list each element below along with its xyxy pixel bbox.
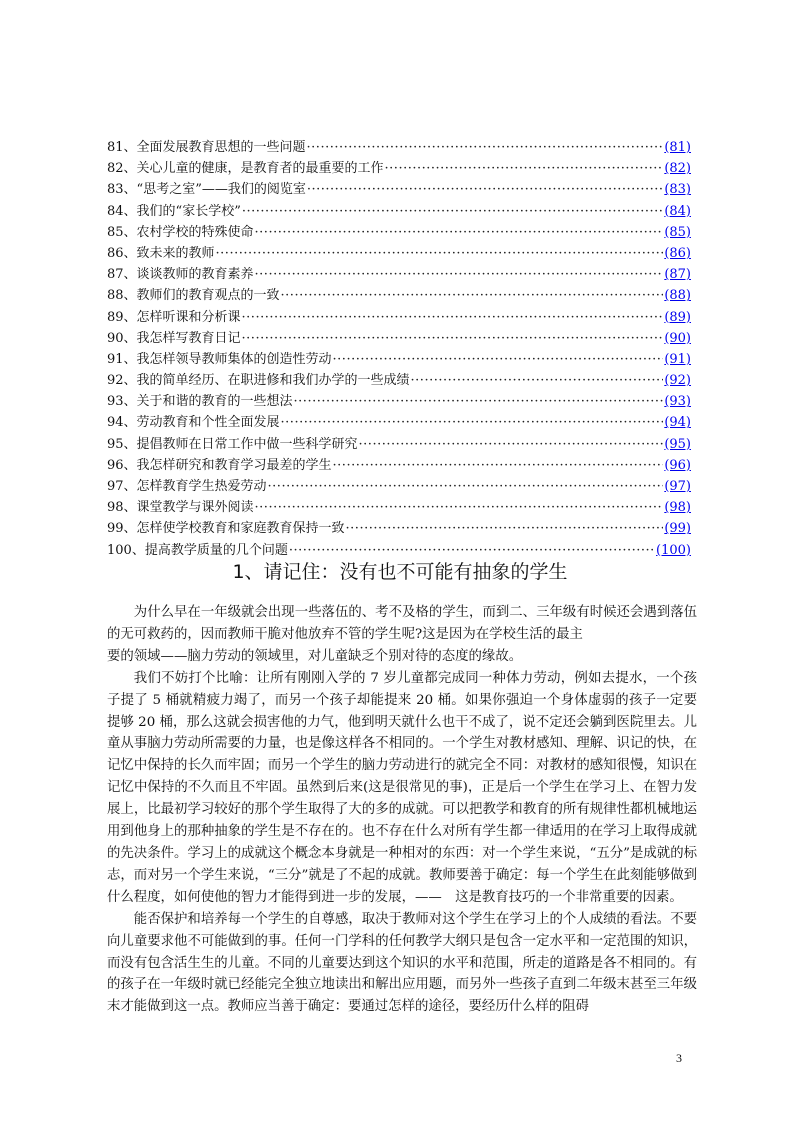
toc-entry xyxy=(107,391,691,412)
toc-entry-title: 95、提倡教师在日常工作中做一些科学研究 xyxy=(107,436,358,452)
toc-entry-title: 94、劳动教育和个性全面发展 xyxy=(107,415,280,431)
toc-leader-dots xyxy=(359,434,664,455)
toc-leader-dots xyxy=(268,476,664,497)
toc-entry xyxy=(107,222,691,243)
toc-entry xyxy=(107,455,691,476)
toc-entry xyxy=(107,158,691,179)
toc-entry xyxy=(107,370,691,391)
toc-entry-title: 82、关心儿童的健康，是教育者的最重要的工作 xyxy=(107,161,384,177)
toc-page-link[interactable]: (100) xyxy=(656,542,691,558)
toc-entry xyxy=(107,412,691,433)
toc-entry xyxy=(107,497,691,518)
toc-leader-dots xyxy=(281,412,664,433)
toc-page-link[interactable]: (97) xyxy=(664,479,691,494)
toc-leader-dots xyxy=(255,222,664,243)
toc-entry-title: 85、农村学校的特殊使命 xyxy=(107,224,254,240)
toc-entry-title: 84、我们的“家长学校” xyxy=(107,203,241,219)
toc-page-link[interactable]: (91) xyxy=(664,351,691,367)
toc-entry-title: 89、怎样听课和分析课 xyxy=(107,309,241,325)
toc-entry-title: 87、谈谈教师的教育素养 xyxy=(107,267,254,283)
toc-entry-title: 92、我的简单经历、在职进修和我们办学的一些成绩 xyxy=(107,373,410,389)
toc-leader-dots xyxy=(307,179,663,200)
toc-entry-title: 99、怎样使学校教育和家庭教育保持一致 xyxy=(107,521,345,537)
toc-entry-title: 97、怎样教育学生热爱劳动 xyxy=(107,479,267,494)
toc-page-link[interactable]: (92) xyxy=(664,373,691,389)
toc-entry xyxy=(107,264,691,285)
toc-page-link[interactable]: (88) xyxy=(664,288,691,304)
toc-leader-dots xyxy=(333,455,664,476)
toc-entry-title: 91、我怎样领导教师集体的创造性劳动 xyxy=(107,351,332,367)
toc-page-link[interactable]: (96) xyxy=(664,457,691,473)
paragraph: 我们不妨打个比喻：让所有刚刚入学的 7 岁儿童都完成同一种体力劳动，例如去提水，一个孩子提了 5 桶就精疲力竭了，而另一个孩子却能提来 20 桶。如果你强迫一个身体虚弱的孩子一定要提够 20 桶，那么这就会损害他的力气，他到明天就什么也干不成了，说不定还会躺到医院里去。儿童从事脑力劳动所需要的力量，也是像这样各不相同的。一个学生对教材感知、理解、识记的快，在记忆中保持的长久而牢固；而另一个学生的脑力劳动进行的就完全不同：对教材的感知很慢，知识在记忆中保持的不久而且不牢固。虽然到后来(这是很常见的事)，正是后一个学生在学习上、在智力发展上，比最初学习较好的那个学生取得了大的多的成就。可以把教学和教育的所有规律性都机械地运用到他身上的那种抽象的学生是不存在的。也不存在什么对所有学生都一律适用的在学习上取得成就的先决条件。学习上的成就这个概念本身就是一种相对的东西：对一个学生来说，“五分”是成就的标志，而对另一个学生来说，“三分”就是了不起的成就。教师要善于确定：每一个学生在此刻能够做到什么程度，如何使他的智力才能得到进一步的发展，—— 这是教育技巧的一个非常重要的因素。 xyxy=(107,670,697,905)
toc-page-link[interactable]: (98) xyxy=(664,500,691,516)
toc-entry xyxy=(107,137,691,158)
page-number: 3 xyxy=(676,1051,682,1065)
toc-entry-title: 90、我怎样写教育日记 xyxy=(107,330,241,346)
toc-entry xyxy=(107,307,691,328)
toc-leader-dots xyxy=(281,285,664,306)
toc-entry-title: 100、提高教学质量的几个问题 xyxy=(107,542,288,558)
toc-leader-dots xyxy=(385,158,664,179)
toc-page-link[interactable]: (81) xyxy=(664,140,691,155)
toc-entry xyxy=(107,243,691,264)
toc-page-link[interactable]: (90) xyxy=(664,330,691,346)
paragraph: 能否保护和培养每一个学生的自尊感，取决于教师对这个学生在学习上的个人成绩的看法。不要向儿童要求他不可能做到的事。任何一门学科的任何教学大纲只是包含一定水平和一定范围的知识，而没有包含活生生的儿童。不同的儿童要达到这个知识的水平和范围，所走的道路是各不相同的。有的孩子在一年级时就已经能完全独立地读出和解出应用题，而另外一些孩子直到二年级末甚至三年级末才能做到这一点。教师应当善于确定：要通过怎样的途径，要经历什么样的阻碍 xyxy=(107,911,697,1015)
toc-leader-dots xyxy=(307,137,664,158)
toc-page-link[interactable]: (82) xyxy=(664,161,691,177)
toc-entry-title: 86、致未来的教师 xyxy=(107,245,215,261)
paragraph: 要的领域——脑力劳动的领域里，对儿童缺乏个别对待的态度的缘故。 xyxy=(107,648,523,664)
toc-page-link[interactable]: (83) xyxy=(664,182,691,198)
toc-entry xyxy=(107,179,691,200)
toc-entry-title: 93、关于和谐的教育的一些想法 xyxy=(107,394,293,410)
toc-leader-dots xyxy=(242,307,664,328)
toc-leader-dots xyxy=(346,518,664,539)
toc-entry xyxy=(107,434,691,455)
toc-entry xyxy=(107,201,691,222)
toc-entry-title: 98、课堂教学与课外阅读 xyxy=(107,500,254,516)
toc-entry xyxy=(107,349,691,370)
toc-page-link[interactable]: (87) xyxy=(664,267,691,283)
toc-leader-dots xyxy=(242,201,663,222)
toc-entry-title: 96、我怎样研究和教育学习最差的学生 xyxy=(107,457,332,473)
toc-leader-dots xyxy=(294,391,664,412)
toc-leader-dots xyxy=(255,497,664,518)
toc-leader-dots xyxy=(411,370,664,391)
toc-page-link[interactable]: (94) xyxy=(664,415,691,431)
toc-leader-dots xyxy=(216,243,664,264)
toc-page-link[interactable]: (99) xyxy=(664,521,691,537)
table-of-contents xyxy=(107,137,691,561)
toc-page-link[interactable]: (84) xyxy=(664,203,691,219)
toc-entry-title: 83、“思考之室”——我们的阅览室 xyxy=(107,182,306,198)
body-text xyxy=(107,602,697,1018)
toc-entry-title: 81、全面发展教育思想的一些问题 xyxy=(107,140,306,155)
toc-page-link[interactable]: (86) xyxy=(664,245,691,261)
toc-page-link[interactable]: (85) xyxy=(664,224,691,240)
toc-leader-dots xyxy=(333,349,664,370)
toc-entry xyxy=(107,518,691,539)
section-heading: 1、请记住：没有也不可能有抽象的学生 xyxy=(232,561,568,583)
toc-entry xyxy=(107,476,691,497)
toc-leader-dots xyxy=(242,328,664,349)
toc-page-link[interactable]: (89) xyxy=(664,309,691,325)
toc-page-link[interactable]: (93) xyxy=(664,394,691,410)
toc-page-link[interactable]: (95) xyxy=(664,436,691,452)
toc-entry-title: 88、教师们的教育观点的一致 xyxy=(107,288,280,304)
toc-leader-dots xyxy=(255,264,664,285)
toc-entry xyxy=(107,328,691,349)
paragraph: 为什么早在一年级就会出现一些落伍的、考不及格的学生，而到二、三年级有时候还会遇到落伍的无可救药的，因而教师干脆对他放弃不管的学生呢?这是因为在学校生活的最主 xyxy=(107,605,697,642)
toc-entry xyxy=(107,285,691,306)
